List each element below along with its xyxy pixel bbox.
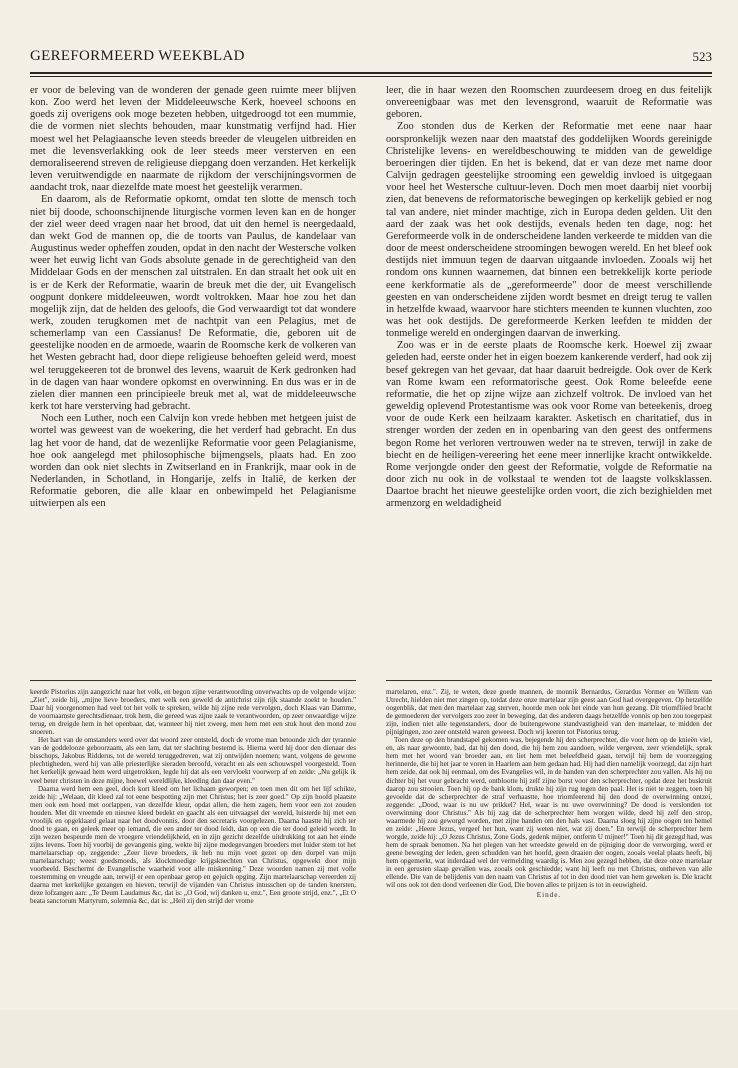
footnote-column-left [30, 688, 356, 1003]
paragraph: Noch een Luther, noch een Calvijn kon vrede hebben met hetgeen juist de wortel was geweest van de woekering, die het verderf had gebracht. En dus lag het voor de hand, dat de wezenlijke Reformatie voor geen Pelagianisme, hoe ook aangelegd met philosophische bijmengsels, plaats had. En zoo worden dan ook niet slechts in Zwitserland en in Frankrijk, maar ook in de Nederlanden, in Schotland, in Hongarije, zelfs in Italië, de kerken der Reformatie geboren, die alle klaar en onbewimpeld het Pelagianisme uitwierpen als een [30, 413, 356, 510]
footnote-paragraph: keerde Pistorius zijn aangezicht naar het volk, en begon zijne verantwoording onverwachts op de volgende wijze: „Ziet", zeide hij, „mijne lieve broeders, met welk een geweld de antichrist zijn rijk staande zoekt te houden." Daar hij voorgenomen had veel tot het volk te spreken, wilde hij zijne rede vervolgen, doch Klaas van Damme, de voornaamste gerechtsdienaar, trok hem, die gereed was zijne zaak te verantwoorden, op zeer onwaardige wijze terug, en dreigde hem in het openbaar, dat, wanneer hij niet zweeg, men hem met een stuk hout den mond zou snoeren. [30, 688, 356, 737]
paragraph: leer, die in haar wezen den Roomschen zuurdeesem droeg en dus feitelijk onvereenigbaar was met den levensgrond, waaruit de Reformatie was geboren. [386, 85, 712, 121]
closing-word: Einde. [536, 891, 562, 900]
publication-title: GEREFORMEERD WEEKBLAD [30, 48, 245, 64]
main-column-left [30, 85, 356, 675]
page-number: 523 [692, 49, 712, 64]
header-rule-thin [30, 76, 712, 77]
paragraph: Zoo stonden dus de Kerken der Reformatie met eene naar haar oorspronkelijk wezen naar den maatstaf des goddelijken Woords gereinigde Christelijke levens- en wereldbeschouwing te midden van de geweldige beroeringen dier tijden. En het is bekend, dat er van deze met name door Calvijn gedragen geestelijke strooming een geweldig invloed is uitgegaan voor heel het Westersche cultuur-leven. Doch men moet daarbij niet voorbij zien, dat benevens de reformatorische bewegingen op kerkelijk gebied er nog tal van andere, niet minder machtige, zich in Europa deden gelden. Uit den aard der zaak was het ook destijds, evenals heden ten dage, nog: het Gereformeerde volk in de onderscheidene landen verkeerde te midden van die door de meest onderscheidene stroomingen bewogen wereld. En het bleef ook destijds niet immuun tegen de daarvan uitgaande invloeden. Zooals wij het rondom ons kunnen waarnemen, dat binnen een betrekkelijk korte periode eene kerkformatie als de „gereformeerde" door de meest verschillende geesten en van onderscheidene zijden wordt besmet en dreigt terug te vallen in hetzelfde kwaad, waarvoor hare stichters meenden te kunnen vluchten, zoo was het ook destijds. De gereformeerde Kerken leefden te midden der tonmelige wereld en ondergingen daarvan de inwerking. [386, 121, 712, 340]
header-rule-thick [30, 72, 712, 74]
footnote-paragraph: Het hart van de omstanders werd over dat woord zeer ontsteld, doch de vrome man betoonde zich der tyrannie van de goddelooze geboorzaam, als een lam, dat ter slachting bestemd is. Hierna werd hij door den dienaar des bisschops, Jakobus Ridderus, tot de wereld teruggedreven, wat zij ontwijden noemen; want, volgens de gewone plechtigheden, werd hij van alle priesterlijke sieraden beroofd, veracht en als een schouwspel voorgesteld. Toen het kerkelijk gewaad hem werd uitgetrokken, legde hij dat als een vervloekt voorwerp af en zeide: „Nu gelijk ik veel beter christen in deze mijne, hoewel wereldlijke, kleeding dan daar even." [30, 736, 356, 785]
page-header [30, 48, 712, 70]
paragraph: Zoo was er in de eerste plaats de Roomsche kerk. Hoewel zij zwaar geleden had, eerste onder het in eigen boezem kankerende verderf, had ook zij besef gekregen van het gevaar, dat haar daaruit bedreigde. Ook over de Kerk van Rome kwam een reformatorische geest. Ook Rome beleefde eene reformatie, die het op zijne wijze aan zichzelf voltrok. De invloed van het geweldig oplevend Protestantisme was ook voor Rome van beteekenis, droeg voor de oude Kerk een heilzaam karakter. Asketisch en charitatief, dus in strenger worden der zeden en in openbaring van den geest des ontfermens begon Rome het verloren vertrouwen weder na te streven, terwijl in zake de biecht en de heiligen-vereering het eene meer innerlijke kracht ontwikkelde. Rome verjongde onder den geest der Reformatie, volgde de Reformatie na door zich nu ook in de volkstaal te wenden tot de laagste volksklassen. Daartoe bracht het nieuwe geestelijke orden voort, die zich bezighielden met armenzorg en weldadigheid [386, 340, 713, 510]
footnote-paragraph: Toen deze op den brandstapel gekomen was, bejegende hij den scherprechter, die voor hem op de knieën viel, en, als naar gewoonte, bad, dat hij den dood, die hij hem zou aandoen, wilde vergeven, zeer vriendelijk, sprak hem met het woord van broeder aan, en liet hem met beleefdheid gaan, terwijl hij hem de voorzegging herinnerde, die hij het jaar te voren in Haarlem aan hem gedaan had. Hij had dien namelijk voorzegd, dat zijn hart hem zeide, dat ook hij eenmaal, om des Evangelies wil, in de handen van den scherprechter zou vallen. Als hij nu dichter bij het vuur gebracht werd, ontblootte hij zelf zijne borst voor den scherprechter, opdat deze het buskruit daarop zou strooien. Toen hij op de bank klom, drukte hij zijn rug tegen den paal. Het is niet te zeggen, toen hij gevoelde dat de scherprechter de straf verhaastte, hoe triomfeerend hij den dood de overwinning ontzei, zeggende: „Dood, waar is nu uw prikkel? Hel, waar is nu uwe overwinning? De dood is verslonden tot overwinning door Christus." Als hij zag dat de scherprechter hem worgen wilde, deed hij zelf den strop, waarmede hij zou geworgd worden, met zijne handen om den hals vast. Daarna sloeg hij zijne oogen ten hemel en zeide: „Heere Jezus, vergeef het hun, want zij weten niet, wat zij doen." En terwijl de scherprechter hem worgde, zeide hij: „O Jezus Christus, Zone Gods, gedenk mijner, ontferm U mijner!" Toen hij dit gezegd had, was hem de spraak benomen. Na het plegen van het wreedste geweld en de pijniging door de verworging, werd er geene beweging der leden, geen schudden van het hoofd, geen draaien der oogen, zooals veelal plaats heeft, bij hem opgemerkt, wat inderdaad wel der vermelding waardig is. Men zou gezegd hebben, dat deze onze martelaar in een gerusten slaap gevallen was, zooals ook geschiedde; want hij leeft nu met Christus, ontheven van alle ellende. Die van de belijdenis van den naam van Christus af tot in den dood niet van hem geweken is. Die kracht wil ons ook tot den dood verleenen die God, Die boven alles te prijzen is tot in eeuwigheid. [386, 736, 712, 890]
footnote-paragraph: Daarna werd hem een geel, doch kort kleed om het lichaam geworpen; en toen men dit om het lijf schikte, zeide hij: „Welaan, dit kleed zal tot eene bespotting zijn met Christus; het is zeer goed." Op zijn hoofd plaatste men ook een hoed met oorlappen, van dezelfde kleur, opdat allen, die hem zagen, hem voor een zot zouden houden. Met dit vreemde en nieuwe kleed bedekt en gaacht als een uitvaagsel der wereld, luisterde hij met een vroolijk en opgeklaard gelaat naar het doodvonnis, door den secretaris voorgelezen. Daarna haastte hij zich ter dood te gaan, en geleek meer op iemand, die een ander ter dood leidt, dan op een die ter dood geleid wordt. In zijn wezen bespeurde men de vroegere vriendelijkheid, en in zijn gezicht dezelfde uitdrukking tot aan het einde zijns levens. Toen hij voorbij de gevangenis ging, wekte hij zijne medegevangen broeders met luider stem tot het martelaarschap op, zeggende: „Zeer lieve broeders, ik heb nu mijn voet gezet op den dorpel van mijn martelaarschap; weest goedsmoeds, als klockmoedige krijgsknechten van Christus, opgewekt door mijn voorbeeld. Beschermt de Evangelische waarheid voor alle miskenning." Deze woorden namen zij met volle toestemming en vreugde aan, terwijl er een openbaar gerop en gejuich opging. Zijn martelaarschap vereerden zij daarna met kerkelijke gezangen en hieven, terwijl de vijanden van Christus intusschen op de tanden knersten, deze lofzangen aan: „Te Deum Laudamus &c, dat is: „O God, wij danken u, enz.", Een groote strijd, enz.", „Et O beata sanctorum Martyrum, solemnia &c, dat is: „Heil zij den strijd der vrome [30, 784, 356, 906]
footnote-divider-left [30, 680, 356, 681]
paragraph: En daarom, als de Reformatie opkomt, omdat ten slotte de mensch toch niet bij doode, schoonschijnende liturgische vormen leven kan en de honger der ziel weer deed vragen naar het brood, dat uit den hemel is neergedaald, dan wekt God de mannen op, die de toorts van Paulus, de kandelaar van Augustinus weder opheffen zouden, opdat in den nacht der Westersche volken weer het euwig licht van Gods absolute genade in de gerechtigheid van den Middelaar Gods en der menschen zal uitstralen. En dan straalt het ook uit en is er de Kerk der Reformatie, waarin de breuk met die der, uit Evangelisch oogpunt donkere middeleeuwen, wordt voltrokken. Maar hoe zou het dan mogelijk zijn, dat de helden des geloofs, die God verwaardigt tot dat wondere werk, zouden terugkomen met de nachtpit van een Pelagius, met de schemerlamp van een Cassianus! De Reformatie, die, geboren uit de geestelijke nooden en de armoede, waarin de Roomsche kerk de volkeren van het Westen gebracht had, door diepe religieuse behoeften geleid werd, moest wel teruggekeeren tot de bronwel des levens, waaruit de Kerk gedronken had in de dagen van haar wondere opkomst en overwinning. En dus was er in de zielen dier mannen een principieele breuk met al, wat de middeleeuwsche kerk tot hare versterving had gebracht. [30, 194, 356, 413]
footnote-column-right [386, 688, 712, 1003]
footnote-divider-right [386, 680, 712, 681]
main-column-right [386, 85, 712, 675]
footnote-paragraph: martelaren, enz.". Zij, te weten, deze goede mannen, de monnik Bernardus, Gerardus Vormer en Willem van Utrecht, hielden niet met zingen op, totdat deze onze martelaar zijn geest aan God had overgegeven. Op hetzelfde oogenblik, dat men den martelaar zag sterven, hoorde men ook het einde van hun gezang. Dit triomfliied bracht de gemoederen der vervolgers zoo zeer in beweging, dat des anderen daags hetzelfde vonnis op hen zou toegepast zijn, indien niet alle tegenstanders, door de buitengewone standvastigheid van den martelaar, te midden der pijnigingen, zoo zeer ontsteld waren geweest. Doch wij keeren tot Pistorius terug. [386, 688, 712, 737]
paragraph: er voor de beleving van de wonderen der genade geen ruimte meer blijven kon. Zoo werd het leven der Middeleeuwsche Kerk, hoeveel schoons en goeds zij overigens ook moge bezeten hebben, uitgedroogd tot een mummie, die de vormen niet slechts behouden, maar kunstmatig verfijnd had. Hier moest wel het Pelagiaansche leven steeds breeder de vleugelen uitbreiden en met die levensverlakking ook de leer steeds meer versterven en een demoraliseerend streven de religieuse diepgang doen verzanden. Het kerkelijk leven veruitwendigde en naarmate de rijkdom der verschijningsvormen de aandacht trok, naar diezelfde mate moest het geestelijk verarmen. [30, 85, 356, 194]
bottom-margin [0, 1010, 738, 1068]
